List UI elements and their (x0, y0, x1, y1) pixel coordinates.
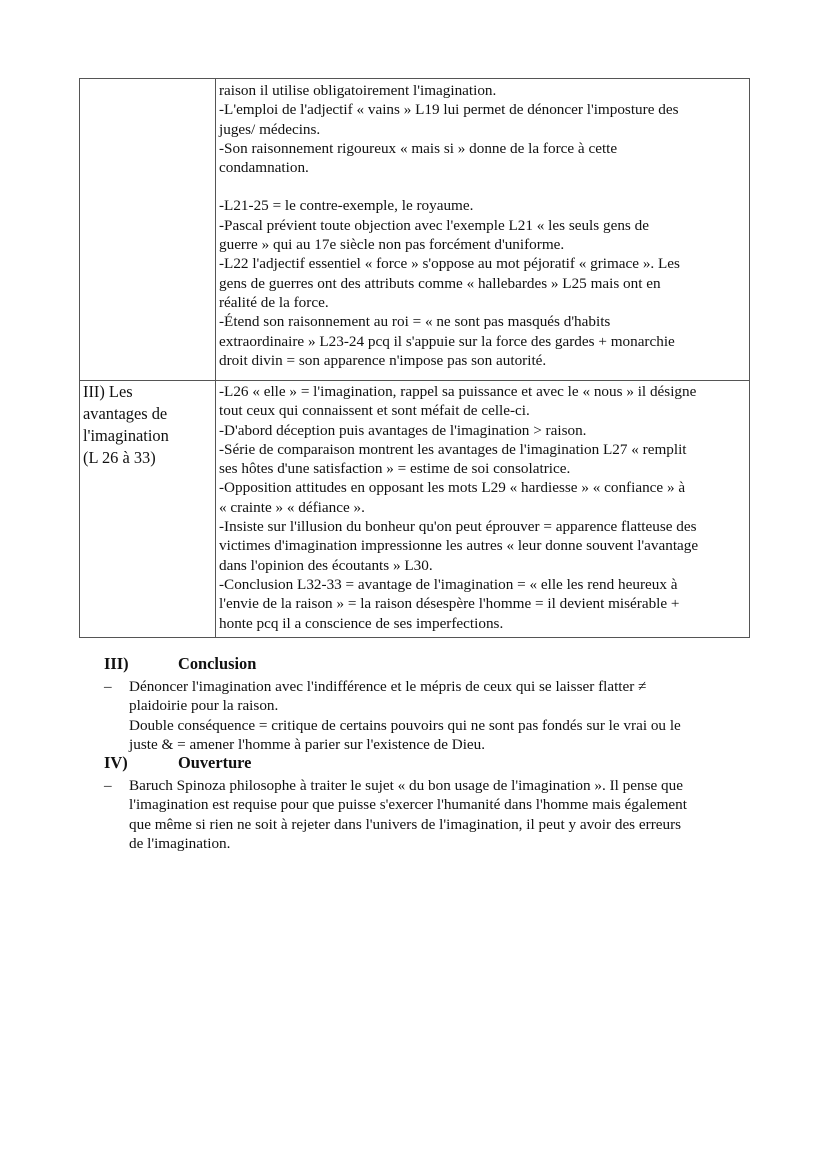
content-line: gens de guerres ont des attributs comme « hallebardes » L25 mais ont en (219, 274, 661, 292)
conclusion-heading (104, 654, 256, 674)
dash-bullet-icon: – (104, 678, 112, 695)
content-line: -L21-25 = le contre-exemple, le royaume. (219, 197, 474, 215)
ouverture-heading (104, 753, 251, 773)
paragraph-line: Dénoncer l'imagination avec l'indifférence et le mépris de ceux qui se laisser flatter ≠ (129, 678, 647, 695)
section-number: III) (104, 654, 129, 673)
paragraph-line: l'imagination est requise pour que puisse s'exercer l'humanité dans l'homme mais également (129, 796, 687, 814)
content-line: juges/ médecins. (219, 120, 321, 138)
content-line: -Étend son raisonnement au roi = « ne sont pas masqués d'habits (219, 313, 611, 331)
content-line: « crainte » « défiance ». (219, 498, 365, 516)
ouverture-text (129, 776, 764, 853)
content-line: droit divin = son apparence n'impose pas son autorité. (219, 351, 547, 369)
content-line: -Son raisonnement rigoureux « mais si » donne de la force à cette (219, 139, 618, 157)
row-content-cell (216, 381, 750, 638)
section-title: Conclusion (178, 654, 257, 673)
content-line: -L22 l'adjectif essentiel « force » s'oppose au mot péjoratif « grimace ». Les (219, 255, 680, 273)
table-row (80, 79, 750, 381)
section-title: Ouverture (178, 753, 252, 772)
content-line: dans l'opinion des écoutants » L30. (219, 556, 433, 574)
content-line: -D'abord déception puis avantages de l'imagination > raison. (219, 421, 587, 439)
content-line: -Insiste sur l'illusion du bonheur qu'on peut éprouver = apparence flatteuse des (219, 518, 697, 536)
content-line: condamnation. (219, 159, 309, 177)
content-line: -Série de comparaison montrent les avantages de l'imagination L27 « remplit (219, 440, 687, 458)
content-line: tout ceux qui connaissent et sont méfait de celle-ci. (219, 402, 530, 420)
content-line: honte pcq il a conscience de ses imperfections. (219, 614, 504, 632)
content-line: victimes d'imagination impressionne les autres « leur donne souvent l'avantage (219, 537, 699, 555)
row-label-cell (80, 79, 216, 381)
row-label-line: III) Les (83, 382, 133, 401)
content-line: -Conclusion L32-33 = avantage de l'imagination = « elle les rend heureux à (219, 575, 678, 593)
content-line: guerre » qui au 17e siècle non pas forcément d'uniforme. (219, 236, 565, 254)
row-label-line: l'imagination (83, 426, 169, 445)
content-line: l'envie de la raison » = la raison désespère l'homme = il devient misérable + (219, 595, 680, 613)
analysis-table (79, 78, 750, 638)
table-row (80, 381, 750, 638)
content-line: ses hôtes d'une satisfaction » = estime de soi consolatrice. (219, 460, 571, 478)
content-line: -Pascal prévient toute objection avec l'exemple L21 « les seuls gens de (219, 216, 649, 234)
paragraph-line: que même si rien ne soit à rejeter dans l'univers de l'imagination, il peut y avoir des erreurs (129, 815, 682, 833)
content-line: -L'emploi de l'adjectif « vains » L19 lui permet de dénoncer l'imposture des (219, 101, 679, 119)
content-line: -L26 « elle » = l'imagination, rappel sa puissance et avec le « nous » il désigne (219, 383, 697, 400)
conclusion-bullet (104, 677, 764, 754)
row-label-line: (L 26 à 33) (83, 448, 156, 467)
content-line: -Opposition attitudes en opposant les mots L29 « hardiesse » « confiance » à (219, 479, 686, 497)
paragraph-line: de l'imagination. (129, 834, 231, 852)
paragraph-line: plaidoirie pour la raison. (129, 697, 279, 715)
ouverture-bullet (104, 776, 764, 853)
content-line: réalité de la force. (219, 293, 329, 311)
content-line: raison il utilise obligatoirement l'imagination. (219, 82, 497, 99)
row-label-cell (80, 381, 216, 638)
paragraph-line: Double conséquence = critique de certains pouvoirs qui ne sont pas fondés sur le vrai ou le (129, 716, 681, 734)
row-label-line: avantages de (83, 404, 168, 423)
dash-bullet-icon: – (104, 777, 112, 794)
paragraph-line: Baruch Spinoza philosophe à traiter le sujet « du bon usage de l'imagination ». Il pense que (129, 777, 683, 794)
section-number: IV) (104, 753, 128, 772)
content-line: extraordinaire » L23-24 pcq il s'appuie sur la force des gardes + monarchie (219, 332, 675, 350)
row-content-cell (216, 79, 750, 381)
paragraph-gap (219, 177, 745, 196)
conclusion-text (129, 677, 764, 754)
paragraph-line: juste & = amener l'homme à parier sur l'existence de Dieu. (129, 735, 486, 753)
